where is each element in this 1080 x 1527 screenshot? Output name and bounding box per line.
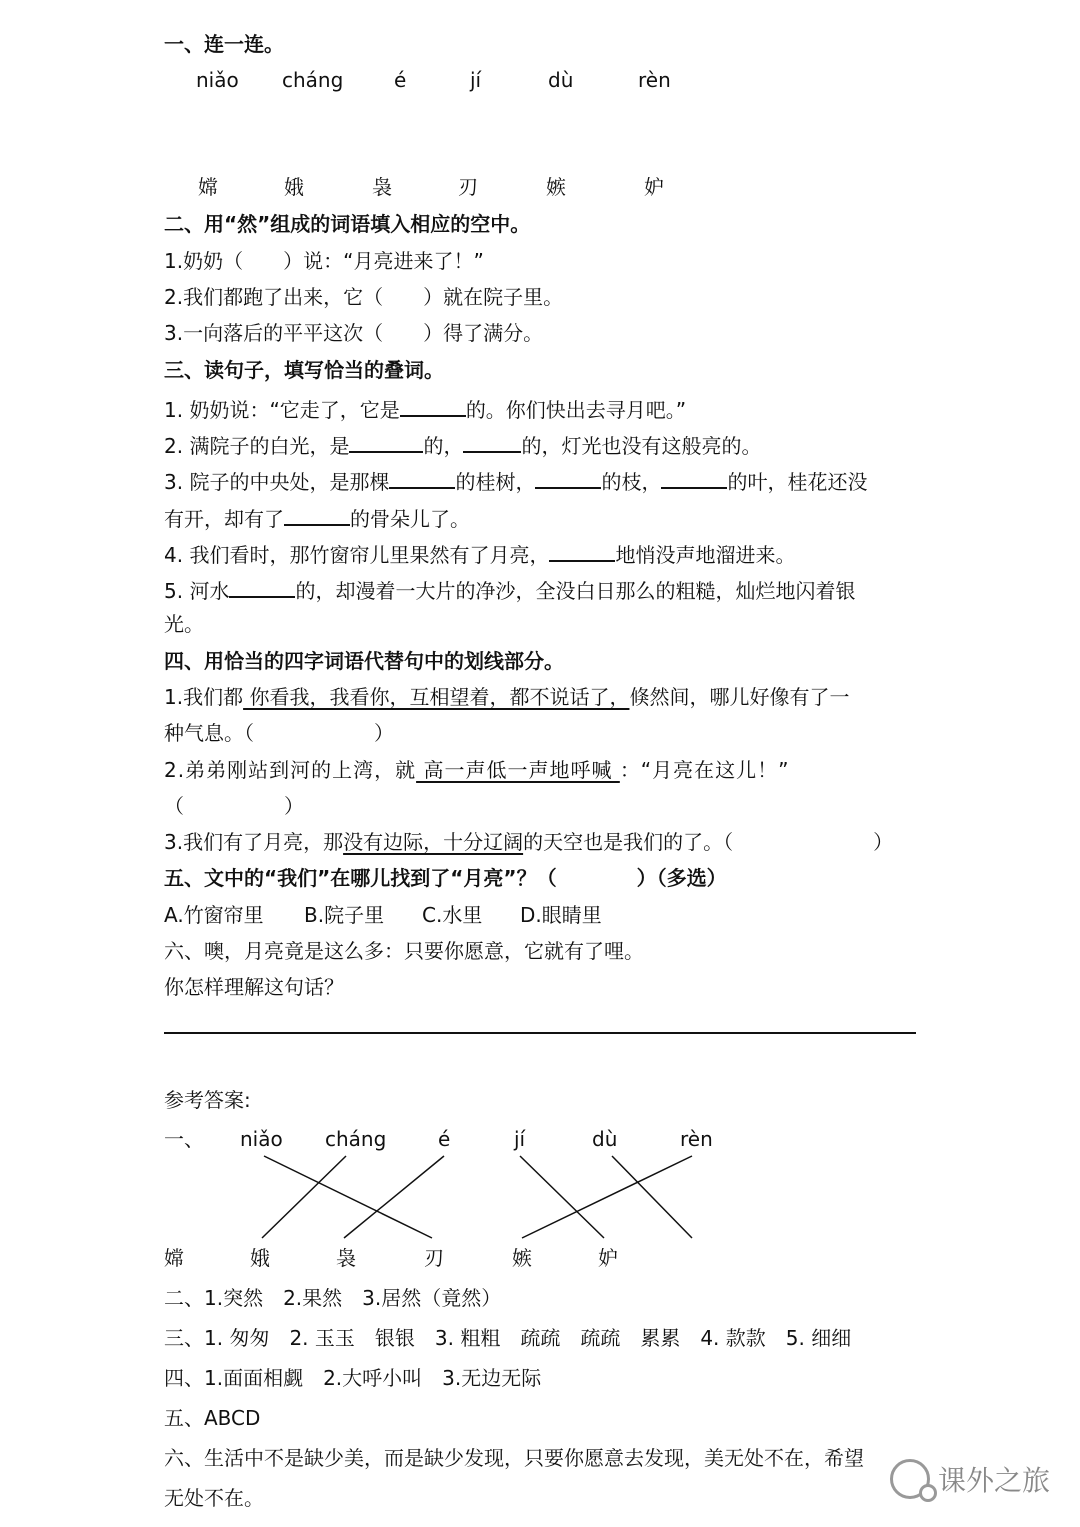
a1-pinyin-3: é xyxy=(438,1127,451,1151)
s3-q5-text-a: 5. 河水 xyxy=(164,579,230,603)
answers-heading: 参考答案: xyxy=(164,1088,251,1112)
section5-title: 五、文中的“我们”在哪儿找到了“月亮”？（ ）（多选） xyxy=(164,866,727,890)
answer-6: 六、生活中不是缺少美，而是缺少发现，只要你愿意去发现，美无处不在，希望 xyxy=(164,1446,864,1470)
s4-q3-text-b: 的天空也是我们的了。（ ） xyxy=(523,830,894,854)
s3-q3-text-b: 的桂树， xyxy=(455,470,536,494)
match-line xyxy=(262,1156,346,1238)
a1-char-4: 刃 xyxy=(424,1246,444,1270)
a1-label: 一、 xyxy=(164,1127,204,1151)
answer-2: 二、1.突然 2.果然 3.居然（竟然） xyxy=(164,1286,502,1310)
a1-char-1: 嫦 xyxy=(164,1246,184,1270)
a1-char-2: 娥 xyxy=(250,1246,270,1270)
match-line xyxy=(522,1156,692,1238)
section4-title: 四、用恰当的四字词语代替句中的划线部分。 xyxy=(164,649,564,673)
s3-q5-text-b: 的，却漫着一大片的净沙，全没白日那么的粗糙，灿烂地闪着银 xyxy=(295,579,856,603)
s3-q1-text-a: 1. 奶奶说：“它走了，它是 xyxy=(164,398,400,422)
underlined-phrase: 高一声低一声地呼喊 xyxy=(416,758,620,782)
pinyin-5: dù xyxy=(548,68,574,92)
answer-3: 三、1. 匆匆 2. 玉玉 银银 3. 粗粗 疏疏 疏疏 累累 4. 款款 5. 细细 xyxy=(164,1326,852,1350)
s4-q1-text-b: 倏然间，哪儿好像有了一 xyxy=(629,685,850,709)
a1-pinyin-5: dù xyxy=(592,1127,618,1151)
s3-q3-text-d: 的叶，桂花还没 xyxy=(727,470,868,494)
pinyin-1: niǎo xyxy=(196,68,239,92)
watermark xyxy=(890,1459,1050,1499)
char-3: 袅 xyxy=(372,175,392,199)
answer-5: 五、ABCD xyxy=(164,1406,261,1430)
pinyin-6: rèn xyxy=(638,68,671,92)
s5-option-d: D.眼睛里 xyxy=(520,903,602,927)
s3-question-5-cont: 光。 xyxy=(164,612,204,636)
a1-char-6: 妒 xyxy=(598,1246,618,1270)
s4-question-2-cont: （ ） xyxy=(164,794,304,818)
s3-q2-text-c: 的，灯光也没有这般亮的。 xyxy=(521,434,762,458)
a1-pinyin-2: cháng xyxy=(325,1127,387,1151)
s3-q2-text-b: 的， xyxy=(423,434,464,458)
pinyin-3: é xyxy=(394,68,407,92)
section2-title: 二、用“然”组成的词语填入相应的空中。 xyxy=(164,212,531,236)
a1-pinyin-6: rèn xyxy=(680,1127,713,1151)
match-line xyxy=(520,1156,604,1238)
pinyin-4: jí xyxy=(470,68,482,92)
s3-q4-text-b: 地悄没声地溜进来。 xyxy=(615,543,796,567)
pinyin-2: cháng xyxy=(282,68,344,92)
section1-title: 一、连一连。 xyxy=(164,32,284,56)
underlined-phrase: 你看我，我看你，互相望着，都不说话了， xyxy=(243,685,630,709)
char-2: 娥 xyxy=(284,175,304,199)
s3-q3-text-f: 的骨朵儿了。 xyxy=(350,507,470,531)
char-6: 妒 xyxy=(644,175,664,199)
s4-q2-text-b: ：“月亮在这儿！” xyxy=(619,758,790,782)
s6-question: 你怎样理解这句话？ xyxy=(164,975,344,999)
s3-q3-text-a: 3. 院子的中央处，是那棵 xyxy=(164,470,390,494)
s5-option-b: B.院子里 xyxy=(304,903,385,927)
s3-q3-text-c: 的枝， xyxy=(601,470,662,494)
s4-q2-text-a: 2.弟弟刚站到河的上湾，就 xyxy=(164,758,417,782)
s2-question-2: 2.我们都跑了出来，它（ ）就在院子里。 xyxy=(164,285,564,309)
s2-question-3: 3.一向落后的平平这次（ ）得了满分。 xyxy=(164,321,544,345)
wechat-icon xyxy=(890,1459,930,1499)
s4-q1-text-a: 1.我们都 xyxy=(164,685,244,709)
s3-q2-text-a: 2. 满院子的白光，是 xyxy=(164,434,350,458)
match-line xyxy=(344,1156,444,1238)
char-5: 嫉 xyxy=(546,175,566,199)
s3-q1-text-b: 的。你们快出去寻月吧。” xyxy=(465,398,687,422)
match-line xyxy=(612,1156,692,1238)
s2-question-1: 1.奶奶（ ）说：“月亮进来了！” xyxy=(164,249,484,273)
a1-char-5: 嫉 xyxy=(512,1246,532,1270)
section6-title: 六、噢，月亮竟是这么多：只要你愿意，它就有了哩。 xyxy=(164,939,644,963)
s4-q3-text-a: 3.我们有了月亮，那 xyxy=(164,830,344,854)
answer-6-cont: 无处不在。 xyxy=(164,1486,264,1510)
a1-char-3: 袅 xyxy=(336,1246,356,1270)
answer-4: 四、1.面面相觑 2.大呼小叫 3.无边无际 xyxy=(164,1366,542,1390)
match-line xyxy=(264,1156,432,1238)
underlined-phrase: 没有边际，十分辽阔 xyxy=(343,830,524,854)
s5-option-c: C.水里 xyxy=(422,903,483,927)
s3-q3-text-e: 有开，却有了 xyxy=(164,507,284,531)
s5-option-a: A.竹窗帘里 xyxy=(164,903,264,927)
s4-question-1-cont: 种气息。（ ） xyxy=(164,721,394,745)
a1-pinyin-4: jí xyxy=(514,1127,526,1151)
char-4: 刃 xyxy=(458,175,478,199)
char-1: 嫦 xyxy=(198,175,218,199)
s3-q4-text-a: 4. 我们看时，那竹窗帘儿里果然有了月亮， xyxy=(164,543,550,567)
a1-pinyin-1: niǎo xyxy=(240,1127,283,1151)
section3-title: 三、读句子，填写恰当的叠词。 xyxy=(164,358,444,382)
watermark-text: 课外之旅 xyxy=(937,1464,1050,1497)
